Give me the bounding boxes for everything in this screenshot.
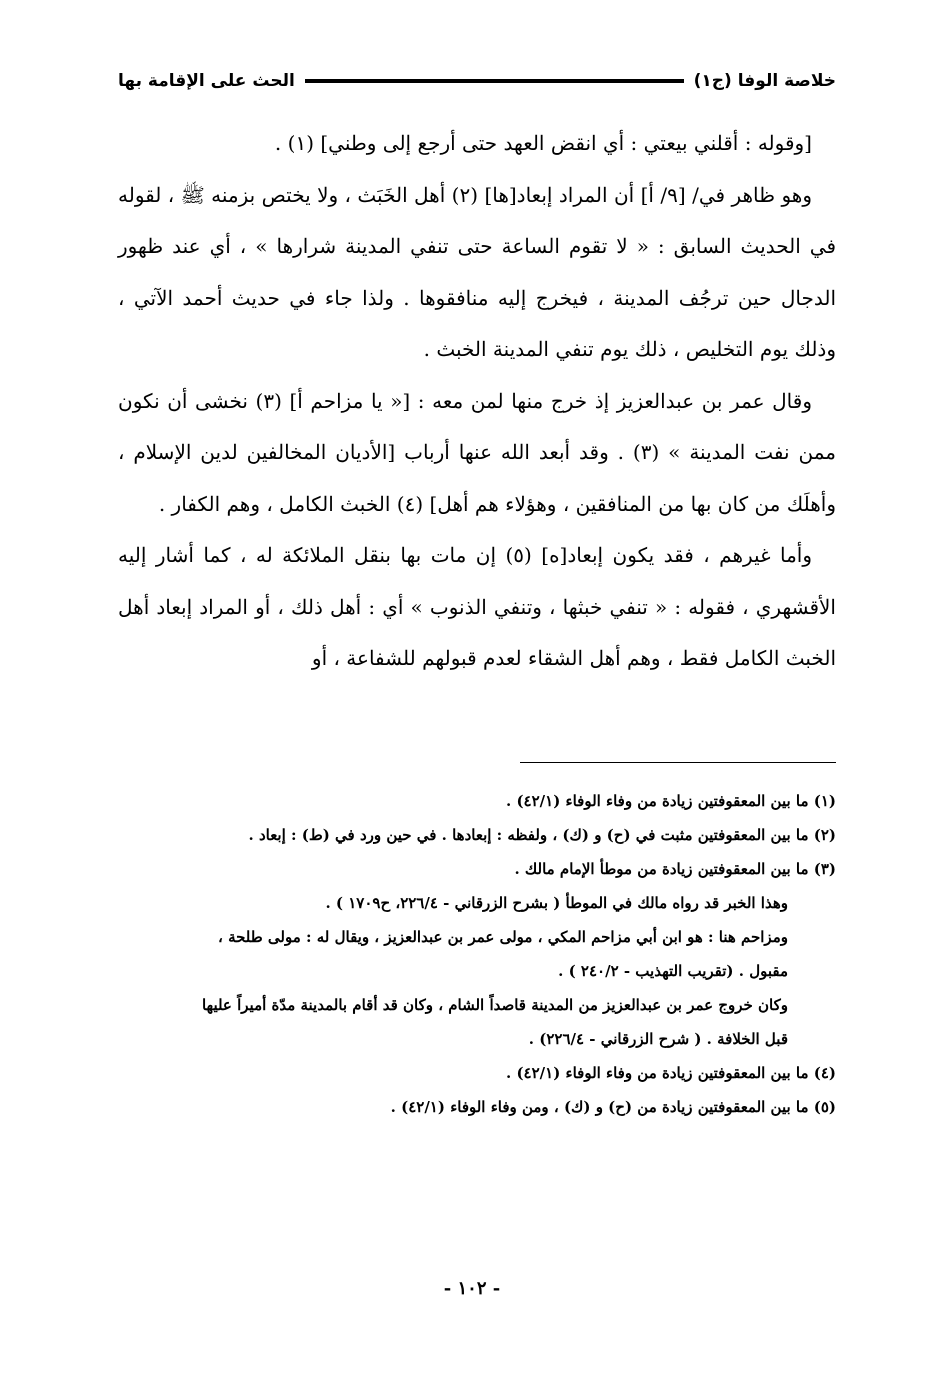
page-number: - ١٠٢ - — [443, 1278, 501, 1299]
footnote: (٤) ما بين المعقوفتين زيادة من وفاء الوفاء (٤٢/١) . — [506, 1064, 836, 1082]
running-header — [118, 66, 836, 96]
footnote: (٣) ما بين المعقوفتين زيادة من موطأ الإمام مالك . — [514, 860, 836, 878]
footnote-continuation: وكان خروج عمر بن عبدالعزيز من المدينة قاصداً الشام ، وكان قد أقام بالمدينة مدّة أميراً عليها — [201, 996, 788, 1014]
footnote: (٢) ما بين المعقوفتين مثبت في (ح) و (ك) ، ولفظه : إبعادها . في حين ورد في (ط) : إبعاد . — [248, 826, 836, 844]
main-text — [118, 118, 836, 685]
footnote-continuation: وهذا الخبر قد رواه مالك في الموطأ ( بشرح الزرقاني - ٢٢٦/٤، ح١٧٠٩ ) . — [325, 894, 788, 912]
footnote: (١) ما بين المعقوفتين زيادة من وفاء الوفاء (٤٢/١) . — [506, 792, 836, 810]
footnote-continuation: ومزاحم هنا : هو ابن أبي مزاحم المكي ، مولى عمر بن عبدالعزيز ، ويقال له : مولى طلحة ، — [218, 928, 788, 946]
footnotes — [118, 784, 836, 1124]
header-rule — [305, 79, 684, 83]
section-title: الحث على الإقامة بها — [118, 71, 295, 91]
paragraph: [وقوله : أقلني بيعتي : أي انقض العهد حتى أرجع إلى وطني] (١) . — [274, 131, 812, 155]
footnote-continuation: مقبول . (تقريب التهذيب - ٢٤٠/٢ ) . — [558, 962, 788, 980]
book-title: خلاصة الوفا — [737, 71, 836, 91]
paragraph: وأما غيرهم ، فقد يكون إبعاد[ه] (٥) إن مات بها بنقل الملائكة له ، كما أشار إليه الأقشهري ، فقوله : « تنفي خبثها ، وتنفي الذنوب » أي : أهل ذلك ، أو المراد إبعاد أهل الخبث الكامل فقط ، وهم أهل الشقاء لعدم قبولهم للشفاعة ، أو — [118, 543, 836, 670]
footnote-continuation: قبل الخلافة . ( شرح الزرقاني - ٢٢٦/٤) . — [528, 1030, 788, 1048]
paragraph: وقال عمر بن عبدالعزيز إذ خرج منها لمن معه : [« يا مزاحم أ] (٣) نخشى أن نكون ممن نفت المدينة » (٣) . وقد أبعد الله عنها أرباب [الأديان المخالفين لدين الإسلام ، وأهلَك من كان بها من المنافقين ، وهؤلاء هم أهل] (٤) الخبث الكامل ، وهم الكفار . — [118, 388, 837, 516]
volume-number: (ج١) — [693, 71, 732, 91]
footnote: (٥) ما بين المعقوفتين زيادة من (ح) و (ك) ، ومن وفاء الوفاء (٤٢/١) . — [390, 1098, 836, 1116]
footnote-separator — [520, 762, 836, 763]
paragraph: وهو ظاهر في/ [٩/ أ] أن المراد إبعاد[ها] (٢) أهل الخَبَث ، ولا يختص بزمنه ﷺ ، لقوله في الحديث السابق : « لا تقوم الساعة حتى تنفي المدينة شرارها » ، أي عند ظهور الدجال حين ترجُف المدينة ، فيخرج إليه منافقوها . ولذا جاء في حديث أحمد الآتي ، وذلك يوم التخليص ، ذلك يوم تنفي المدينة الخبث . — [118, 182, 836, 361]
